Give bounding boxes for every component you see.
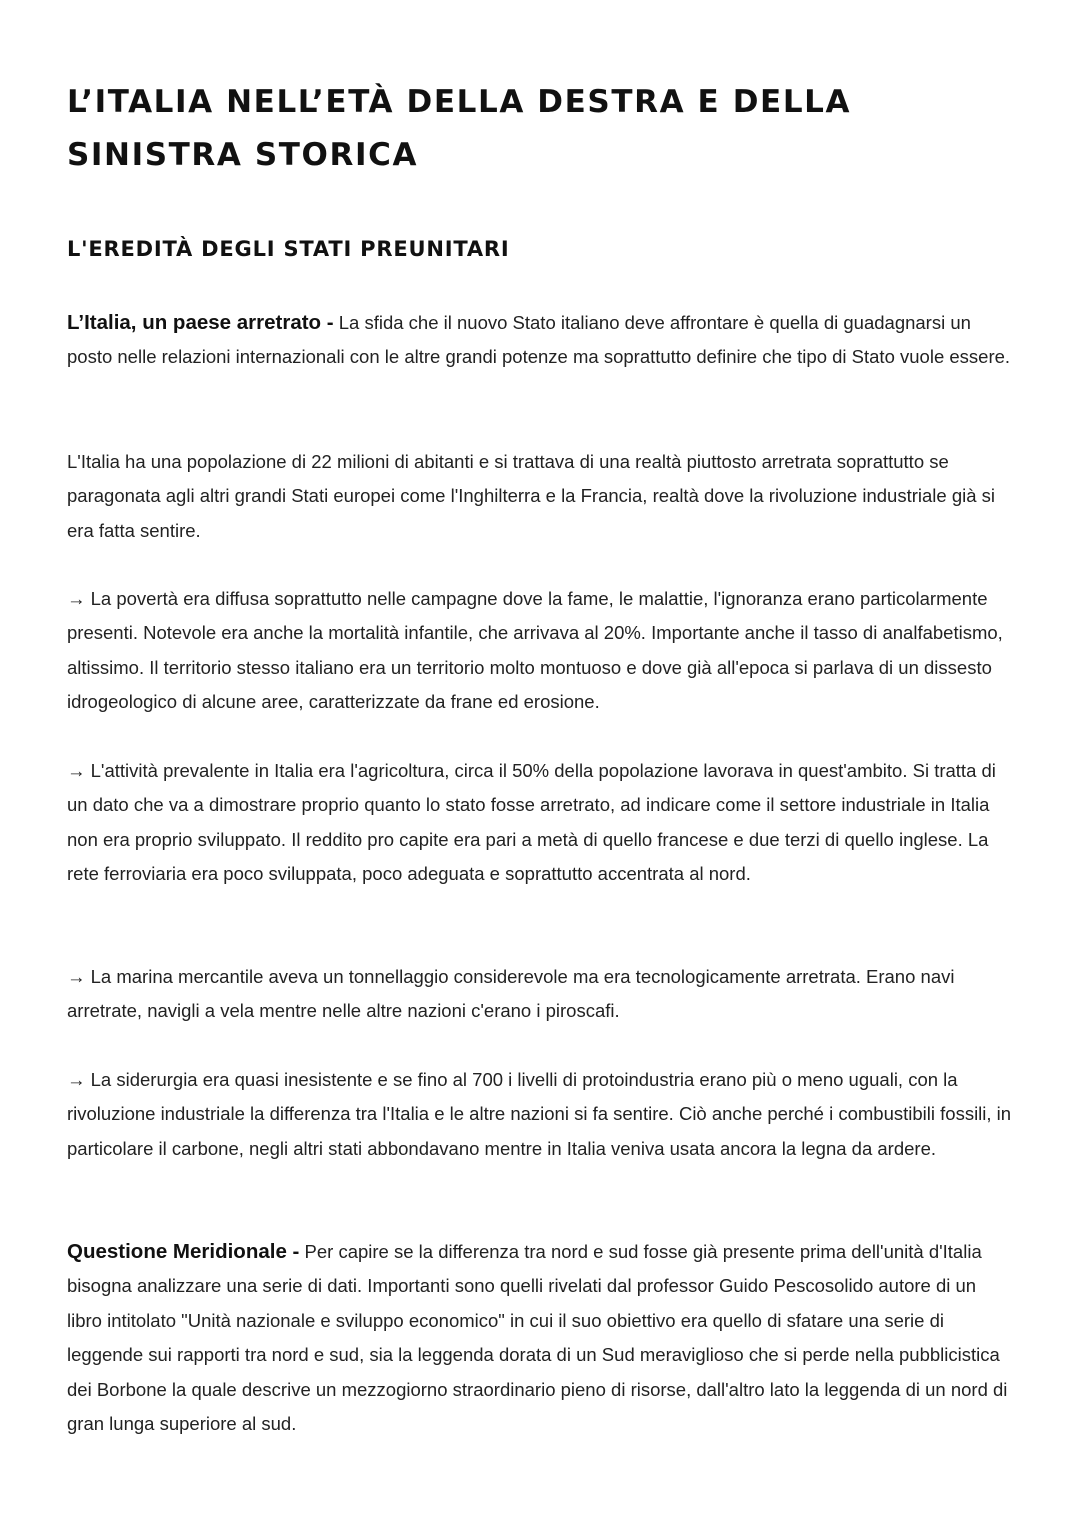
paragraph-questione-meridionale <box>67 1235 1012 1441</box>
paragraph-agricoltura <box>67 754 1012 892</box>
paragraph-popolazione <box>67 445 1012 548</box>
paragraph-marina <box>67 960 1012 1029</box>
paragraph-text: L'attività prevalente in Italia era l'agricoltura, circa il 50% della popolazione lavorava in quest'ambito. Si tratta di un dato che va a dimostrare proprio quanto lo stato fosse arretrato, ad indicare come il settore industriale in Italia non era proprio sviluppato. Il reddito pro capite era pari a metà di quello francese e due terzi di quello inglese. La rete ferroviaria era poco sviluppata, poco adeguata e soprattutto accentrata al nord. <box>67 760 996 885</box>
paragraph-siderurgia <box>67 1063 1012 1166</box>
paragraph-lead: L’Italia, un paese arretrato - <box>67 311 334 334</box>
arrow-right-icon: → <box>67 1069 86 1090</box>
section-title: L'EREDITÀ DEGLI STATI PREUNITARI <box>67 237 510 261</box>
paragraph-text: Per capire se la differenza tra nord e sud fosse già presente prima dell'unità d'Italia bisogna analizzare una serie di dati. Importanti sono quelli rivelati dal professor Guido Pescosolido autore di un libro intitolato "Unità nazionale e sviluppo economico" in cui il suo obiettivo era quello di sfatare una serie di leggende sui rapporti tra nord e sud, sia la leggenda dorata di un Sud meraviglioso che si perde nella pubblicistica dei Borbone la quale descrive un mezzogiorno straordinario pieno di risorse, dall'altro lato la leggenda di un nord di gran lunga superiore al sud. <box>67 1241 1008 1435</box>
paragraph-text: La marina mercantile aveva un tonnellaggio considerevole ma era tecnologicamente arretrata. Erano navi arretrate, navigli a vela mentre nelle altre nazioni c'erano i piroscafi. <box>67 966 955 1022</box>
paragraph-text: La povertà era diffusa soprattutto nelle campagne dove la fame, le malattie, l'ignoranza erano particolarmente presenti. Notevole era anche la mortalità infantile, che arrivava al 20%. Importante anche il tasso di analfabetismo, altissimo. Il territorio stesso italiano era un territorio molto montuoso e dove già all'epoca si parlava di un dissesto idrogeologico di alcune aree, caratterizzate da frane ed erosione. <box>67 588 1003 713</box>
paragraph-lead: Questione Meridionale - <box>67 1240 300 1263</box>
paragraph-text: La sfida che il nuovo Stato italiano deve affrontare è quella di guadagnarsi un posto nelle relazioni internazionali con le altre grandi potenze ma soprattutto definire che tipo di Stato vuole essere. <box>67 312 1011 368</box>
paragraph-italia-arretrata <box>67 306 1012 375</box>
arrow-right-icon: → <box>67 588 86 609</box>
paragraph-text: La siderurgia era quasi inesistente e se fino al 700 i livelli di protoindustria erano più o meno uguali, con la rivoluzione industriale la differenza tra l'Italia e le altre nazioni si fa sentire. Ciò anche perché i combustibili fossili, in particolare il carbone, negli altri stati abbondavano mentre in Italia veniva usata ancora la legna da ardere. <box>67 1069 1012 1159</box>
paragraph-text: L'Italia ha una popolazione di 22 milioni di abitanti e si trattava di una realtà piuttosto arretrata soprattutto se paragonata agli altri grandi Stati europei come l'Inghilterra e la Francia, realtà dove la rivoluzione industriale già si era fatta sentire. <box>67 451 996 541</box>
paragraph-poverta <box>67 582 1012 720</box>
document-title: L’ITALIA NELL’ETÀ DELLA DESTRA E DELLA SINISTRA STORICA <box>67 84 852 173</box>
arrow-right-icon: → <box>67 966 86 987</box>
arrow-right-icon: → <box>67 760 86 781</box>
